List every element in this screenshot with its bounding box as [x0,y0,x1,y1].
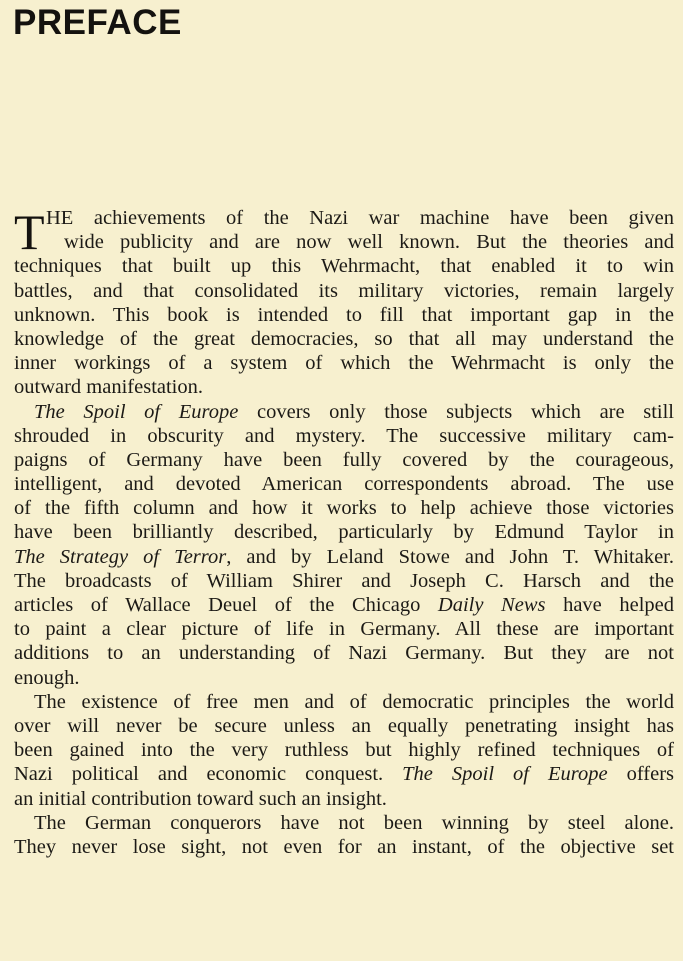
text-segment: offers [626,763,675,786]
text-line: of the fifth column and how it works to help achieve those victories [14,497,674,520]
text-line: wide publicity and are now well known. But the theories and [64,231,674,254]
newspaper-title-italic: Daily News [437,594,546,616]
text-line: an initial contribution toward such an insight. [14,787,387,810]
text-line: techniques that built up this Wehrmacht, that enabled it to win [14,255,674,278]
book-title-italic: The Spoil of Europe [402,763,608,786]
text-line: They never lose sight, not even for an instant, of the objective set [14,835,674,858]
text-line: have been brilliantly described, particularly by Edmund Taylor in [14,521,674,544]
text-line: HE achievements of the Nazi war machine have been given [46,207,674,229]
text-line: been gained into the very ruthless but highly refined techniques of [14,739,674,762]
page-title: PREFACE [13,3,182,42]
text-segment: covers only those subjects which are still [257,400,674,423]
text-line [14,400,674,424]
text-line [14,593,674,617]
text-line: unknown. This book is intended to fill that important gap in the [14,303,674,326]
text-segment: Nazi political and economic conquest. [14,763,384,786]
text-line: paigns of Germany have been fully covered by the courageous, [14,448,674,471]
text-line: The existence of free men and of democratic principles the world [34,690,674,713]
book-title-italic: The Strategy of Terror [14,545,227,568]
text-line: to paint a clear picture of life in Germany. All these are important [14,618,674,641]
text-segment: , and by Leland Stowe and John T. Whitaker. [226,545,674,568]
text-line: over will never be secure unless an equally penetrating insight has [14,714,674,737]
text-line: enough. [14,666,80,689]
text-line: battles, and that consolidated its military victories, remain largely [14,279,674,302]
drop-cap: T [14,204,45,260]
text-segment: articles of Wallace Deuel of the Chicago [14,594,421,616]
text-line: knowledge of the great democracies, so that all may understand the [14,327,674,350]
text-line: The broadcasts of William Shirer and Joseph C. Harsch and the [14,569,674,592]
text-segment: have helped [563,594,675,616]
text-line [14,545,674,569]
text-line: additions to an understanding of Nazi Germany. But they are not [14,642,674,665]
book-title-italic: The Spoil of Europe [34,400,239,423]
text-line: The German conquerors have not been winning by steel alone. [34,811,674,834]
preface-body [14,206,674,859]
text-line: inner workings of a system of which the Wehrmacht is only the [14,352,674,375]
text-line: intelligent, and devoted American correspondents abroad. The use [14,473,674,496]
text-line: outward manifestation. [14,376,204,399]
text-line: shrouded in obscurity and mystery. The successive military cam- [14,424,674,447]
text-line [14,762,674,786]
